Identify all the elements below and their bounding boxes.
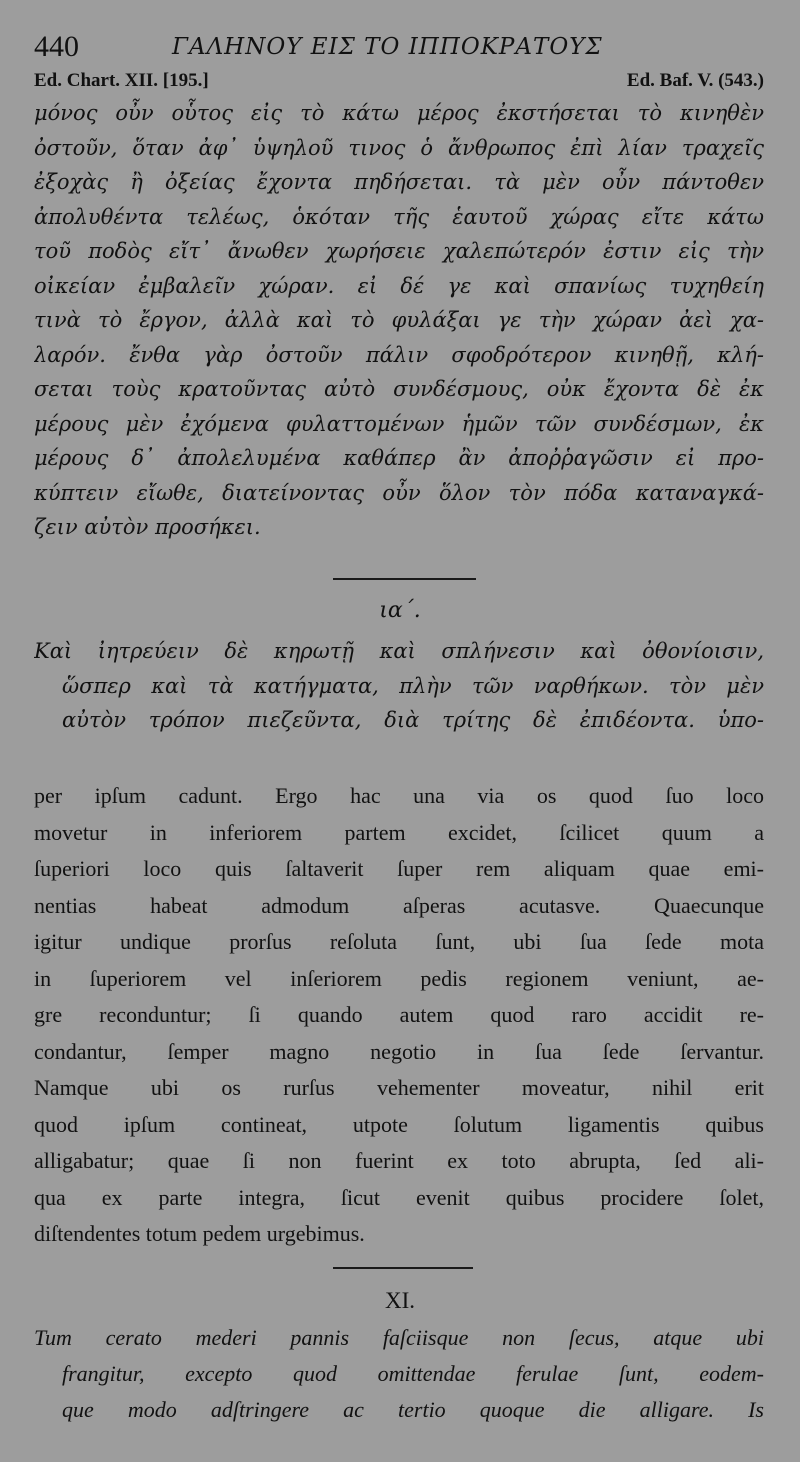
greek-line: ὀστοῦν, ὅταν ἀφ᾽ ὑψηλοῦ τινος ὁ ἄνθρωπος ἐπὶ λίαν τραχεῖς <box>34 135 764 160</box>
latin-line: ſuperiori loco quis ſaltaverit ſuper rem aliquam quae emi- <box>34 856 764 881</box>
greek-line: οἰκείαν ἐμβαλεῖν χώραν. εἰ δέ γε καὶ σπανίως τυχηθείη <box>34 273 764 298</box>
greek-line: μέρους μὲν ἐχόμενα φυλαττομένων ἡμῶν τῶν συνδέσμων, ἐκ <box>34 411 764 436</box>
latin-line: qua ex parte integra, ſicut evenit quibus procidere ſolet, <box>34 1184 764 1210</box>
greek-commentary-text <box>34 96 764 545</box>
latin-line: Namque ubi os rurſus vehementer moveatur, nihil erit <box>34 1075 764 1100</box>
greek-line: σεται τοὺς κρατοῦντας αὐτὸ συνδέσμους, οὐκ ἔχοντα δὲ ἐκ <box>34 377 764 401</box>
latin-aphorism-line: frangitur, excepto quod omittendae ferulae ſunt, eodem- <box>62 1361 764 1386</box>
latin-aphorism-line: que modo adſtringere ac tertio quoque die alligare. Is <box>62 1397 764 1422</box>
section-divider-greek <box>333 578 476 580</box>
latin-line: alligabatur; quae ſi non fuerint ex toto abrupta, ſed ali- <box>34 1148 764 1173</box>
greek-line: μόνος οὖν οὗτος εἰς τὸ κάτω μέρος ἐκστήσεται τὸ κινηθὲν <box>34 101 764 125</box>
greek-line: ἀπολυθέντα τελέως, ὁκόταν τῆς ἑαυτοῦ χώρας εἴτε κάτω <box>34 204 764 229</box>
greek-aphorism-line: αὐτὸν τρόπον πιεζεῦντα, διὰ τρίτης δὲ ἐπιδέοντα. ὑπο- <box>62 708 764 732</box>
greek-aphorism-text <box>34 634 764 738</box>
greek-line: ἐξοχὰς ἢ ὀξείας ἔχοντα πηδήσεται. τὰ μὲν οὖν πάντοθεν <box>34 170 764 194</box>
latin-commentary-text <box>34 778 764 1253</box>
greek-line: τοῦ ποδὸς εἴτ᾽ ἄνωθεν χωρήσειε χαλεπώτερόν ἐστιν εἰς τὴν <box>34 239 764 263</box>
latin-aphorism-text <box>34 1320 764 1428</box>
greek-aphorism-line: ὥσπερ καὶ τὰ κατήγματα, πλὴν τῶν ναρθήκων. τὸν μὲν <box>62 673 764 698</box>
page-number: 440 <box>34 30 79 63</box>
latin-line: movetur in inferiorem partem excidet, ſcilicet quum a <box>34 819 764 845</box>
running-header <box>34 28 774 68</box>
edition-right: Ed. Baf. V. (543.) <box>626 70 764 91</box>
latin-line: condantur, ſemper magno negotio in ſua ſede ſervantur. <box>34 1038 764 1064</box>
latin-line: quod ipſum contineat, utpote ſolutum ligamentis quibus <box>34 1111 764 1137</box>
greek-section-number: ια΄. <box>379 598 421 623</box>
latin-line: per ipſum cadunt. Ergo hac una via os quod ſuo loco <box>34 783 764 808</box>
latin-aphorism-line: Tum cerato mederi pannis faſciisque non ſecus, atque ubi <box>34 1325 764 1350</box>
edition-reference-line <box>34 70 764 96</box>
latin-line: nentias habeat admodum aſperas acutasve. Quaecunque <box>34 892 764 918</box>
latin-section-number: XI. <box>384 1288 416 1313</box>
greek-line: κύπτειν εἴωθε, διατείνοντας οὖν ὅλον τὸν πόδα καταναγκά- <box>34 480 764 505</box>
latin-line: igitur undique prorſus reſoluta ſunt, ubi ſua ſede mota <box>34 929 764 954</box>
running-title: ΓΑΛΗΝΟΥ ΕΙΣ ΤΟ ΙΠΠΟΚΡΑΤΟΥΣ <box>172 34 603 60</box>
greek-aphorism-line: Καὶ ἰητρεύειν δὲ κηρωτῇ καὶ σπλήνεσιν καὶ ὀθονίοισιν, <box>34 639 764 663</box>
greek-line: μέρους δ᾽ ἀπολελυμένα καθάπερ ἂν ἀποῤῥαγῶσιν εἰ προ- <box>34 446 764 470</box>
latin-line: diſtendentes totum pedem urgebimus. <box>34 1221 365 1246</box>
latin-line: in ſuperiorem vel inſeriorem pedis regionem veniunt, ae- <box>34 965 764 991</box>
latin-line: gre reconduntur; ſi quando autem quod raro accidit re- <box>34 1002 764 1027</box>
greek-line: τινὰ τὸ ἔργον, ἀλλὰ καὶ τὸ φυλάξαι γε τὴν χώραν ἀεὶ χα- <box>34 308 764 332</box>
section-divider-latin <box>333 1267 473 1269</box>
edition-left: Ed. Chart. XII. [195.] <box>34 70 209 91</box>
greek-line: ζειν αὐτὸν προσήκει. <box>34 515 261 539</box>
greek-line: λαρόν. ἔνθα γὰρ ὀστοῦν πάλιν σφοδρότερον κινηθῇ, κλή- <box>34 342 764 367</box>
